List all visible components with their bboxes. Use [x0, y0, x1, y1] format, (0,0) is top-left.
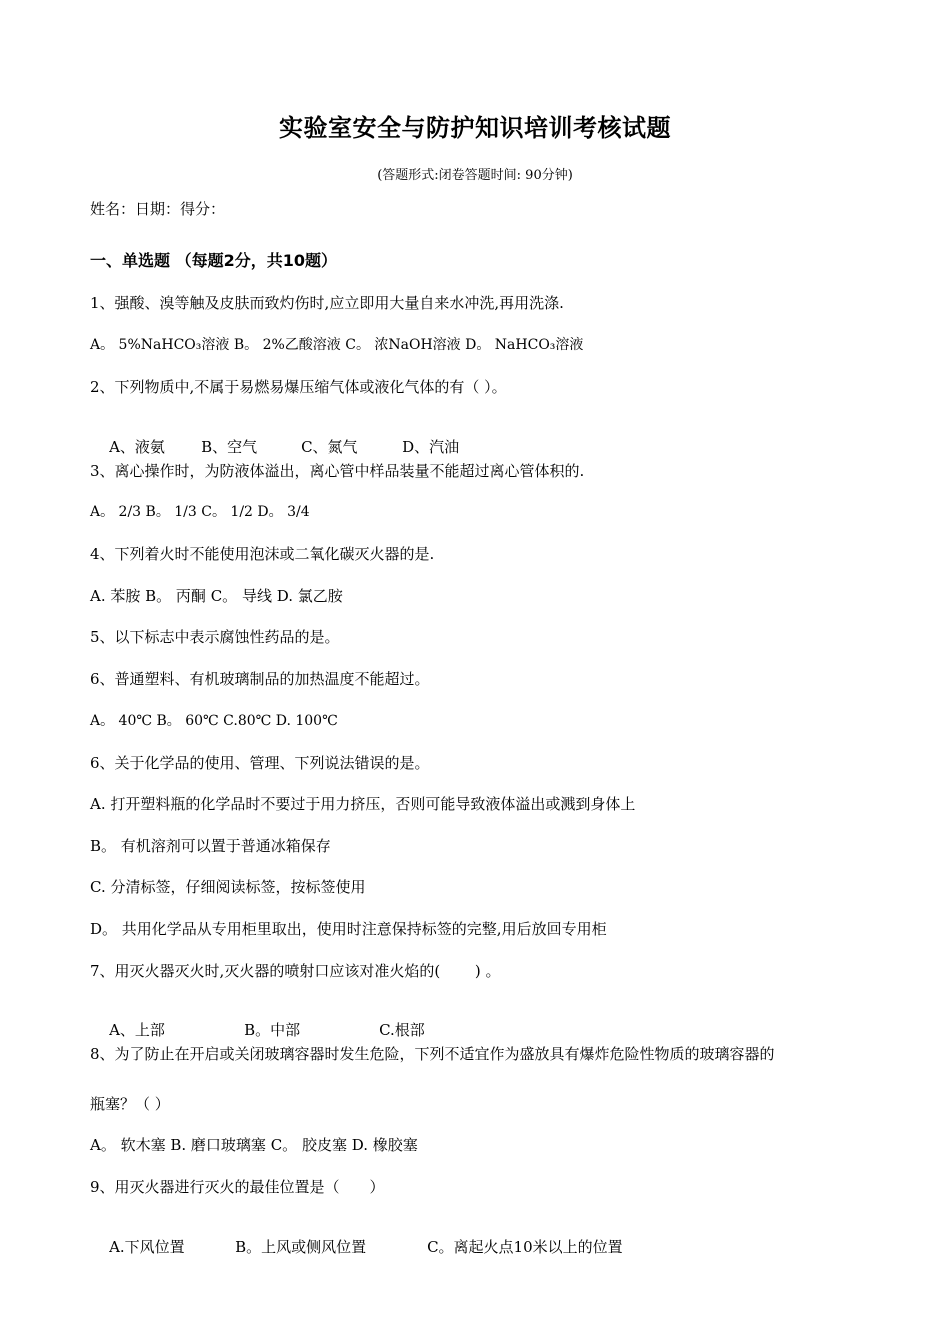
question-3: 3、离心操作时，为防液体溢出，离心管中样品装量不能超过离心管体积的.: [90, 462, 585, 480]
question-6b: 6、关于化学品的使用、管理、下列说法错误的是。: [90, 754, 430, 772]
question-5: 5、以下标志中表示腐蚀性药品的是。: [90, 628, 340, 646]
option-c: C.根部: [379, 1021, 425, 1039]
page-title: 实验室安全与防护知识培训考核试题: [279, 114, 671, 142]
question-6b-option-c: C. 分清标签，仔细阅读标签，按标签使用: [90, 878, 366, 896]
question-7: 7、用灭火器灭火时,灭火器的喷射口应该对准火焰的( ) 。: [90, 962, 501, 980]
question-6a-options: A。 40℃ B。 60℃ C.80℃ D. 100℃: [90, 713, 338, 729]
question-9: 9、用灭火器进行灭火的最佳位置是（ ）: [90, 1178, 385, 1196]
question-8: 8、为了防止在开启或关闭玻璃容器时发生危险，下列不适宜作为盛放具有爆炸危险性物质的玻璃容器的: [90, 1045, 775, 1063]
question-2: 2、下列物质中,不属于易燃易爆压缩气体或液化气体的有（ ）。: [90, 378, 507, 396]
question-8-continuation: 瓶塞？（ ）: [90, 1095, 170, 1113]
option-a: A、上部: [109, 1021, 165, 1039]
option-c: C。离起火点10米以上的位置: [427, 1238, 623, 1256]
question-1: 1、强酸、溴等触及皮肤而致灼伤时,应立即用大量自来水冲洗,再用洗涤.: [90, 294, 564, 312]
option-d: D、汽油: [402, 438, 460, 456]
info-line: 姓名：日期：得分：: [90, 200, 226, 218]
question-4-options: A. 苯胺 B。 丙酮 C。 导线 D. 氯乙胺: [90, 587, 343, 605]
option-a: A、液氨: [109, 438, 165, 456]
question-6b-option-d: D。 共用化学品从专用柜里取出，使用时注意保持标签的完整,用后放回专用柜: [90, 920, 607, 938]
question-6b-option-b: B。 有机溶剂可以置于普通冰箱保存: [90, 837, 331, 855]
question-1-options: A。 5%NaHCO₃溶液 B。 2%乙酸溶液 C。 浓NaOH溶液 D。 NaHCO₃溶液: [90, 337, 584, 353]
question-4: 4、下列着火时不能使用泡沫或二氧化碳灭火器的是.: [90, 545, 435, 563]
option-b: B、空气: [201, 438, 258, 456]
question-8-options: A。 软木塞 B. 磨口玻璃塞 C。 胶皮塞 D. 橡胶塞: [90, 1136, 418, 1154]
exam-subtitle: (答题形式:闭卷答题时间: 90分钟): [377, 168, 573, 183]
question-6a: 6、普通塑料、有机玻璃制品的加热温度不能超过。: [90, 670, 430, 688]
question-9-options: [90, 1218, 623, 1275]
question-6b-option-a: A. 打开塑料瓶的化学品时不要过于用力挤压，否则可能导致液体溢出或溅到身体上: [90, 795, 636, 813]
question-3-options: A。 2/3 B。 1/3 C。 1/2 D。 3/4: [90, 504, 310, 520]
section-heading: 一、单选题 （每题2分，共10题）: [90, 251, 337, 270]
option-c: C、氮气: [301, 438, 358, 456]
option-b: B。上风或侧风位置: [235, 1238, 367, 1256]
option-a: A.下风位置: [109, 1238, 185, 1256]
option-b: B。中部: [244, 1021, 301, 1039]
